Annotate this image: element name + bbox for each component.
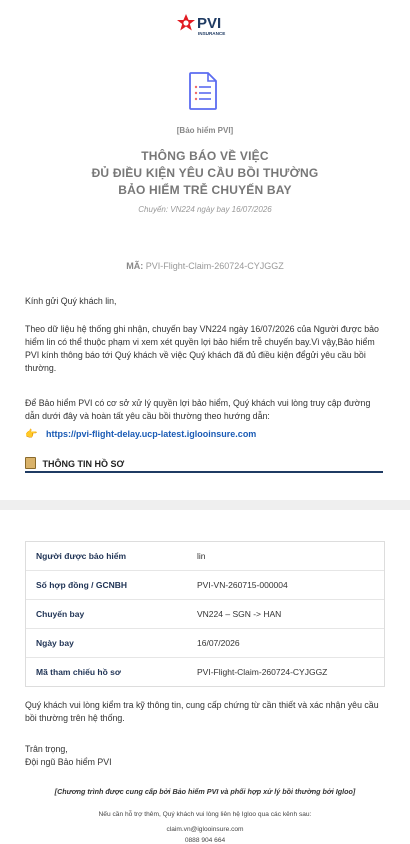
row-label: Chuyến bay (36, 609, 85, 619)
claim-link[interactable]: https://pvi-flight-delay.ucp-latest.iglooinsure.com (45, 429, 257, 439)
row-value: 16/07/2026 (197, 638, 240, 648)
table-row (26, 629, 384, 658)
divider (0, 500, 410, 510)
row-label: Mã tham chiếu hồ sơ (36, 667, 121, 677)
svg-text:INSURANCE: INSURANCE (198, 31, 226, 36)
claim-code (0, 261, 410, 271)
notice-title (0, 148, 410, 199)
intro-paragraph: Theo dữ liệu hệ thống ghi nhận, chuyến bay VN224 ngày 16/07/2026 của Người được bảo hiểm lin có thể thuộc phạm vi xem xét quyền lợi bảo hiểm trễ chuyến bay.Vì vậy,Bảo hiểm PVI kính thông báo tới Quý khách về việc Quý khách đã đủ điều kiện đểgửi yêu cầu bồi thường. (25, 324, 379, 373)
title-line: THÔNG BÁO VỀ VIỆC (141, 149, 269, 163)
support-phone[interactable]: 0888 904 664 (184, 837, 226, 844)
clipboard-icon (25, 457, 36, 469)
section-title (25, 457, 383, 473)
claim-code-label: MÃ: (126, 261, 144, 271)
claim-code-value: PVI-Flight-Claim-260724-CYJGGZ (145, 261, 284, 271)
row-value: VN224 – SGN -> HAN (197, 609, 282, 619)
title-line: ĐỦ ĐIỀU KIỆN YÊU CẦU BỒI THƯỜNG (91, 166, 319, 180)
table-row (26, 600, 384, 629)
regards: Trân trọng, (25, 744, 68, 754)
row-value: lin (197, 551, 206, 561)
document-icon (188, 72, 218, 115)
row-value: PVI-VN-260715-000004 (197, 580, 288, 590)
row-value: PVI-Flight-Claim-260724-CYJGGZ (197, 667, 328, 677)
pointing-hand-icon: 👉 (25, 429, 38, 440)
info-table (25, 541, 385, 687)
flight-subtitle: Chuyến: VN224 ngày bay 16/07/2026 (138, 205, 272, 214)
pvi-logo (176, 13, 236, 37)
claim-link-row (25, 429, 256, 440)
closing-paragraph: Quý khách vui lòng kiểm tra kỹ thông tin, cung cấp chứng từ cần thiết và xác nhận yêu cầu bồi thường trên hệ thống. (25, 700, 379, 723)
svg-text:PVI: PVI (197, 15, 222, 32)
row-label: Ngày bay (36, 638, 74, 648)
signature: Đội ngũ Bảo hiểm PVI (25, 757, 112, 767)
instruction-paragraph: Để Bảo hiểm PVI có cơ sở xử lý quyền lợi bảo hiểm, Quý khách vui lòng truy cập đường dẫn dưới đây và hoàn tất yêu cầu bồi thường theo hướng dẫn: (25, 398, 371, 421)
program-note: [Chương trình được cung cấp bởi Bảo hiểm PVI và phối hợp xử lý bồi thường bởi Igloo] (54, 787, 356, 796)
title-line: BẢO HIỂM TRỄ CHUYẾN BAY (118, 183, 292, 197)
section-title-text: THÔNG TIN HỒ SƠ (42, 459, 125, 469)
row-label: Người được bảo hiểm (36, 551, 127, 561)
table-row (26, 571, 384, 600)
table-row (26, 542, 384, 571)
table-row (26, 658, 384, 686)
insurer-tag: [Bảo hiểm PVI] (176, 126, 234, 135)
support-text: Nếu cần hỗ trợ thêm, Quý khách vui lòng liên hệ Igloo qua các kênh sau: (98, 811, 312, 818)
greeting: Kính gửi Quý khách lin, (25, 296, 117, 306)
row-label: Số hợp đồng / GCNBH (36, 580, 128, 590)
support-email[interactable]: claim.vn@iglooinsure.com (166, 826, 244, 833)
